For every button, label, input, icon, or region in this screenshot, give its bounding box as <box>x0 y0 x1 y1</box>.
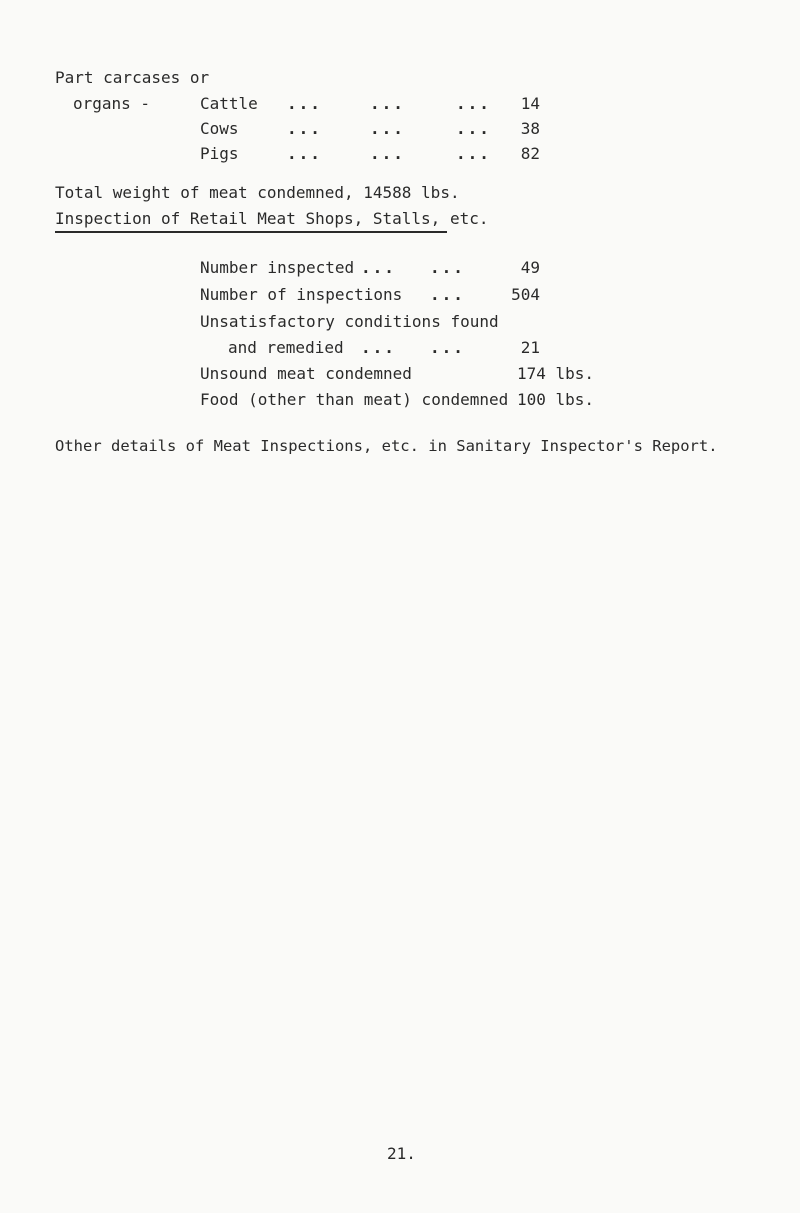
retail-heading-underline <box>55 231 447 233</box>
number-inspected-dots-2: ... <box>430 258 465 277</box>
cows-label: Cows <box>200 119 239 138</box>
retail-heading: Inspection of Retail Meat Shops, Stalls, etc. <box>55 209 489 228</box>
number-inspected-value: 49 <box>520 258 540 277</box>
pigs-dots-1: ... <box>287 144 322 163</box>
unsatisfactory-dots-2: ... <box>430 338 465 357</box>
cows-dots-1: ... <box>287 119 322 138</box>
unsound-meat-label: Unsound meat condemned <box>200 364 412 383</box>
pigs-dots-3: ... <box>456 144 491 163</box>
unsatisfactory-value: 21 <box>520 338 540 357</box>
carcases-heading: Part carcases or <box>55 68 210 87</box>
number-inspected-dots-1: ... <box>361 258 396 277</box>
cattle-label: Cattle <box>200 94 258 113</box>
cattle-dots-1: ... <box>287 94 322 113</box>
other-details: Other details of Meat Inspections, etc. in Sanitary Inspector's Report. <box>55 437 718 455</box>
cows-dots-2: ... <box>370 119 405 138</box>
number-of-inspections-dots: ... <box>430 285 465 304</box>
cattle-dots-2: ... <box>370 94 405 113</box>
unsound-meat-value: 174 lbs. <box>517 364 595 383</box>
food-condemned-value: 100 lbs. <box>517 390 595 409</box>
unsatisfactory-dots-1: ... <box>361 338 396 357</box>
food-condemned-label: Food (other than meat) condemned <box>200 390 509 409</box>
pigs-dots-2: ... <box>370 144 405 163</box>
cows-dots-3: ... <box>456 119 491 138</box>
number-of-inspections-value: 504 <box>511 285 540 304</box>
cattle-value: 14 <box>520 94 540 113</box>
unsatisfactory-label-line2: and remedied <box>228 338 344 357</box>
total-weight: Total weight of meat condemned, 14588 lbs. <box>55 183 460 202</box>
organs-label: organs - <box>73 94 151 113</box>
page-number: 21. <box>387 1144 416 1163</box>
unsatisfactory-label-line1: Unsatisfactory conditions found <box>200 312 499 331</box>
pigs-label: Pigs <box>200 144 239 163</box>
number-inspected-label: Number inspected <box>200 258 355 277</box>
number-of-inspections-label: Number of inspections <box>200 285 403 304</box>
cattle-dots-3: ... <box>456 94 491 113</box>
pigs-value: 82 <box>520 144 540 163</box>
cows-value: 38 <box>520 119 540 138</box>
